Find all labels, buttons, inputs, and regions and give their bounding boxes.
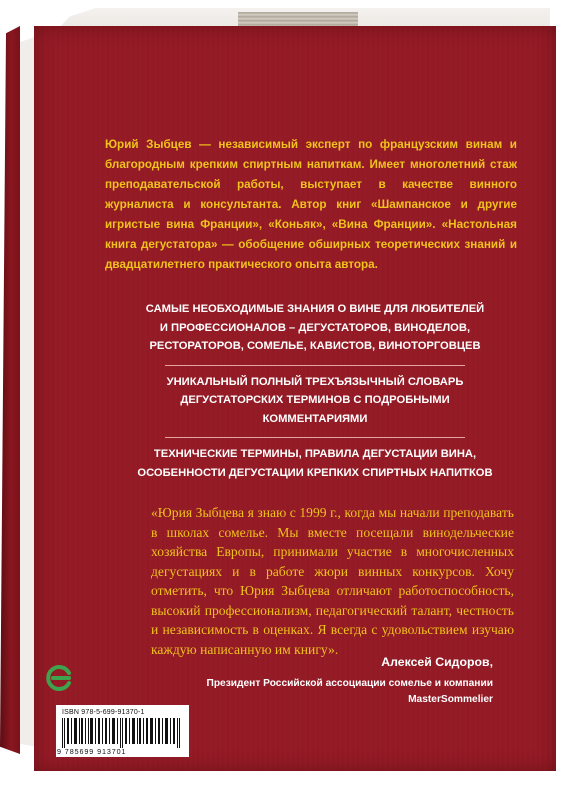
testimonial-author: Алексей Сидоров,	[381, 655, 493, 669]
author-bio: Юрий Зыбцев — независимый эксперт по французским винам и благородным крепким спиртным напиткам. Имеет многолетний стаж преподавательской работы, выступает в качестве винного журналиста и консультанта. Автор книг «Шампанское и другие игристые вина Франции», «Коньяк», «Вина Франции». «Настольная книга дегустатора» — обобщение обширных теоретических знаний и двадцатилетнего практического опыта автора.	[105, 138, 517, 271]
ean-digits: 9 785699 913701	[57, 747, 127, 756]
isbn-label: ISBN 978-5-699-91370-1	[62, 709, 145, 716]
testimonial-quote: «Юрия Зыбцева я знаю с 1999 г., когда мы начали преподавать в школах сомелье. Мы вместе посещали винодельческие хозяйства Европы, принимали участие в многочисленных дегустациях и в работе жюри винных конкурсов. Хочу отметить, что Юрия Зыбцева отличают работоспособность, высокий профессионализм, педагогический талант, честность и независимость в оценках. Я всегда с удовольствием изучаю каждую написанную им книгу».	[151, 505, 514, 657]
divider	[165, 365, 465, 366]
feature-item: ТЕХНИЧЕСКИЕ ТЕРМИНЫ, ПРАВИЛА ДЕГУСТАЦИИ ВИНА, ОСОБЕННОСТИ ДЕГУСТАЦИИ КРЕПКИХ СПИРТНЫХ НАПИТКОВ	[137, 448, 493, 479]
eksmo-logo-icon	[44, 663, 74, 693]
testimonial-author-title: Президент Российской ассоциации сомелье и компании MasterSommelier	[206, 678, 493, 705]
feature-item: УНИКАЛЬНЫЙ ПОЛНЫЙ ТРЕХЪЯЗЫЧНЫЙ СЛОВАРЬ ДЕГУСТАТОРСКИХ ТЕРМИНОВ С ПОДРОБНЫМИ КОММЕНТАРИЯМИ	[166, 375, 464, 425]
barcode	[56, 705, 189, 757]
features-list	[130, 300, 500, 482]
feature-item: САМЫЕ НЕОБХОДИМЫЕ ЗНАНИЯ О ВИНЕ ДЛЯ ЛЮБИТЕЛЕЙ И ПРОФЕССИОНАЛОВ – ДЕГУСТАТОРОВ, ВИНОДЕЛОВ, РЕСТОРАТОРОВ, СОМЕЛЬЕ, КАВИСТОВ, ВИНОТОРГОВЦЕВ	[145, 303, 485, 352]
barcode-bars	[62, 718, 184, 748]
spine-edge	[0, 26, 20, 754]
divider	[165, 437, 465, 438]
